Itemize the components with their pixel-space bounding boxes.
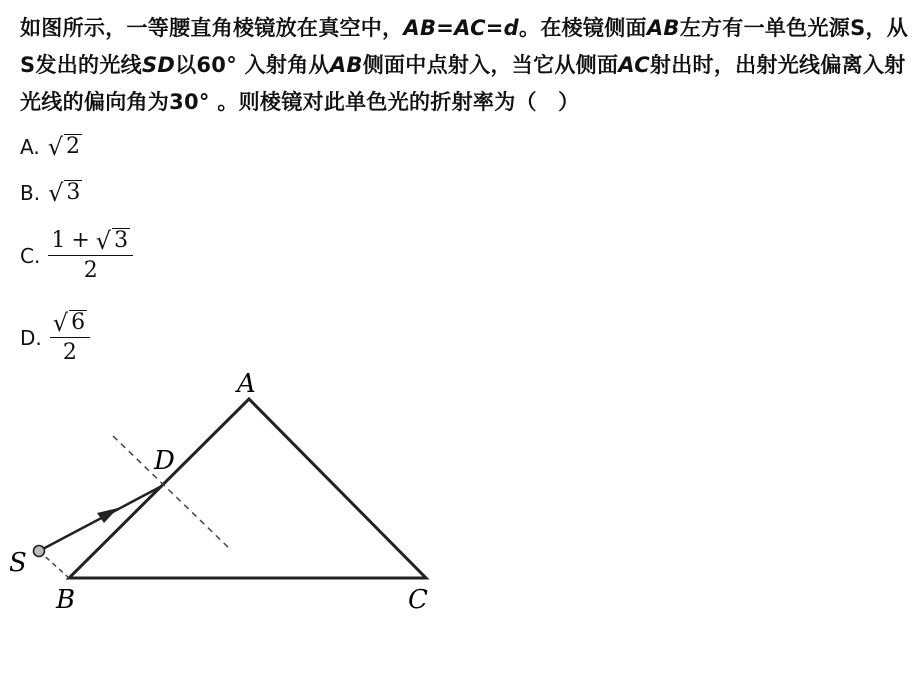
question-part: 以60° 入射角从 <box>175 53 330 77</box>
question-equation: AB=AC=d <box>403 16 520 40</box>
radical-sign: √ <box>95 227 112 256</box>
question-symbol: AB <box>329 53 363 77</box>
math-number: 1 <box>51 228 66 254</box>
math-number: 6 <box>71 310 86 335</box>
option-label: A. <box>20 134 40 159</box>
math-operator: + <box>71 228 90 254</box>
question-symbol: AC <box>618 53 650 77</box>
math-number: 2 <box>65 134 80 159</box>
question-part: 射出时，出射光线偏离入射光线的偏向角为30° 。则棱镜对此单色光的折射率为（ ） <box>20 53 906 114</box>
math-number: 3 <box>114 228 129 253</box>
light-source-icon <box>34 546 45 557</box>
math-number: 3 <box>66 180 81 205</box>
radical-sign: √ <box>48 179 64 208</box>
label-d: D <box>154 446 175 476</box>
option-label: D. <box>20 325 42 350</box>
question-part: 左方有一单色光源S，从S发出的光线 <box>20 16 909 77</box>
radical-sign: √ <box>52 309 69 338</box>
fraction-denominator: 2 <box>83 258 98 284</box>
question-part: 侧面中点射入，当它从侧面 <box>362 53 619 77</box>
question-symbol: AB <box>646 16 680 40</box>
label-c: C <box>408 585 428 615</box>
option-label: C. <box>20 243 41 268</box>
question-part: 。在棱镜侧面 <box>519 16 647 40</box>
ray-arrow-icon <box>97 508 118 523</box>
fraction-denominator: 2 <box>62 340 77 366</box>
label-s: S <box>9 548 27 578</box>
option-label: B. <box>20 180 41 205</box>
radical-sign: √ <box>47 133 63 162</box>
label-b: B <box>56 585 76 615</box>
question-part: 如图所示，一等腰直角棱镜放在真空中， <box>20 16 404 40</box>
prism-triangle <box>69 399 426 578</box>
question-symbol: SD <box>141 53 176 77</box>
incident-ray <box>39 487 160 551</box>
label-a: A <box>237 369 256 399</box>
